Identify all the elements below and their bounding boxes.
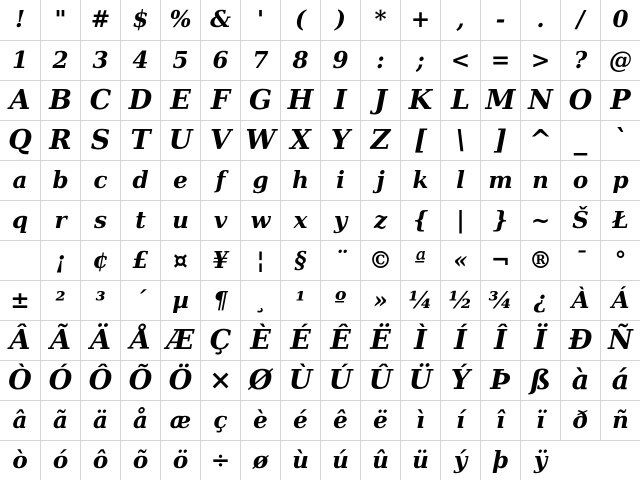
glyph-cell[interactable]: µ — [160, 280, 200, 320]
glyph-cell[interactable]: B — [40, 80, 80, 120]
glyph-cell[interactable]: ê — [320, 400, 360, 440]
glyph-cell[interactable]: £ — [120, 240, 160, 280]
glyph-cell[interactable]: R — [40, 120, 80, 160]
glyph-cell[interactable]: \ — [440, 120, 480, 160]
glyph-cell[interactable]: ¶ — [200, 280, 240, 320]
glyph-cell[interactable]: 0 — [600, 0, 640, 40]
glyph-cell[interactable]: ã — [40, 400, 80, 440]
glyph-cell[interactable]: ÷ — [200, 440, 240, 480]
glyph-cell[interactable]: ¥ — [200, 240, 240, 280]
glyph-cell[interactable]: 6 — [200, 40, 240, 80]
glyph-cell[interactable]: l — [440, 160, 480, 200]
glyph-cell[interactable]: P — [600, 80, 640, 120]
glyph-cell[interactable]: è — [240, 400, 280, 440]
glyph-cell[interactable]: X — [280, 120, 320, 160]
glyph-cell[interactable]: ~ — [520, 200, 560, 240]
glyph-cell[interactable]: À — [560, 280, 600, 320]
glyph-cell[interactable]: V — [200, 120, 240, 160]
glyph-cell[interactable]: o — [560, 160, 600, 200]
glyph-cell[interactable]: O — [560, 80, 600, 120]
glyph-cell[interactable]: v — [200, 200, 240, 240]
glyph-cell[interactable]: p — [600, 160, 640, 200]
glyph-cell[interactable]: ` — [600, 120, 640, 160]
glyph-cell[interactable]: ð — [560, 400, 600, 440]
glyph-cell[interactable]: ï — [520, 400, 560, 440]
glyph-cell[interactable]: 2 — [40, 40, 80, 80]
glyph-cell[interactable]: ) — [320, 0, 360, 40]
glyph-cell[interactable]: i — [320, 160, 360, 200]
glyph-cell[interactable]: ª — [400, 240, 440, 280]
glyph-cell[interactable]: » — [360, 280, 400, 320]
glyph-cell[interactable]: & — [200, 0, 240, 40]
glyph-cell[interactable]: ø — [240, 440, 280, 480]
glyph-cell[interactable]: ³ — [80, 280, 120, 320]
glyph-cell[interactable]: Ö — [160, 360, 200, 400]
glyph-cell[interactable]: ó — [40, 440, 80, 480]
glyph-cell[interactable]: ! — [14, 6, 26, 33]
glyph-cell[interactable]: ¹ — [280, 280, 320, 320]
glyph-cell[interactable]: Õ — [120, 360, 160, 400]
glyph-cell[interactable]: Ð — [560, 320, 600, 360]
glyph-cell[interactable]: w — [240, 200, 280, 240]
glyph-cell[interactable]: 7 — [240, 40, 280, 80]
glyph-cell[interactable]: < — [440, 40, 480, 80]
glyph-cell[interactable]: $ — [120, 0, 160, 40]
glyph-cell[interactable]: ] — [480, 120, 520, 160]
glyph-cell[interactable]: | — [440, 200, 480, 240]
glyph-cell[interactable]: Û — [360, 360, 400, 400]
glyph-cell[interactable]: ; — [400, 40, 440, 80]
glyph-cell[interactable]: g — [240, 160, 280, 200]
glyph-cell[interactable]: þ — [480, 440, 520, 480]
glyph-cell[interactable]: G — [240, 80, 280, 120]
glyph-cell[interactable]: â — [0, 400, 40, 440]
glyph-cell[interactable]: Â — [0, 320, 40, 360]
glyph-cell[interactable]: í — [440, 400, 480, 440]
glyph-cell[interactable]: Ï — [520, 320, 560, 360]
glyph-cell[interactable]: y — [320, 200, 360, 240]
glyph-cell[interactable] — [0, 240, 40, 280]
glyph-cell[interactable]: Ü — [400, 360, 440, 400]
glyph-cell[interactable]: ´ — [120, 280, 160, 320]
glyph-cell[interactable]: Æ — [160, 320, 200, 360]
glyph-cell[interactable]: . — [520, 0, 560, 40]
glyph-cell[interactable]: © — [360, 240, 400, 280]
glyph-cell[interactable]: f — [200, 160, 240, 200]
glyph-cell[interactable]: ¿ — [520, 280, 560, 320]
glyph-cell[interactable]: ¨ — [320, 240, 360, 280]
glyph-cell[interactable]: ( — [280, 0, 320, 40]
glyph-cell[interactable]: Ã — [40, 320, 80, 360]
glyph-cell[interactable]: 5 — [160, 40, 200, 80]
glyph-cell[interactable]: / — [560, 0, 600, 40]
empty-cell — [600, 440, 640, 480]
glyph-cell[interactable]: Q — [0, 120, 40, 160]
glyph-cell[interactable]: W — [240, 120, 280, 160]
glyph-cell[interactable]: U — [160, 120, 200, 160]
glyph-cell[interactable]: ñ — [600, 400, 640, 440]
glyph-cell[interactable]: ¸ — [240, 280, 280, 320]
glyph-cell[interactable]: E — [160, 80, 200, 120]
glyph-cell[interactable]: Ê — [320, 320, 360, 360]
glyph-cell[interactable]: : — [360, 40, 400, 80]
glyph-cell[interactable]: ç — [200, 400, 240, 440]
glyph-cell[interactable]: ¬ — [480, 240, 520, 280]
glyph-cell[interactable]: ± — [0, 280, 40, 320]
glyph-cell[interactable]: u — [160, 200, 200, 240]
glyph-cell[interactable]: ? — [560, 40, 600, 80]
glyph-cell[interactable]: ½ — [440, 280, 480, 320]
glyph-cell[interactable]: + — [400, 0, 440, 40]
glyph-cell[interactable]: D — [120, 80, 160, 120]
glyph-cell[interactable]: r — [40, 200, 80, 240]
glyph-cell[interactable]: C — [80, 80, 120, 120]
glyph-cell[interactable]: @ — [600, 40, 640, 80]
glyph-cell[interactable]: 4 — [120, 40, 160, 80]
glyph-cell[interactable]: ü — [400, 440, 440, 480]
glyph-cell[interactable]: # — [80, 0, 120, 40]
glyph-cell[interactable]: ¼ — [400, 280, 440, 320]
glyph-cell[interactable]: ¡ — [40, 240, 80, 280]
glyph-cell[interactable]: ¤ — [160, 240, 200, 280]
glyph-cell[interactable]: Ì — [400, 320, 440, 360]
glyph-cell[interactable]: I — [320, 80, 360, 120]
glyph-cell[interactable]: n — [520, 160, 560, 200]
glyph-cell[interactable]: " — [40, 0, 80, 40]
glyph-cell[interactable]: H — [280, 80, 320, 120]
glyph-cell[interactable]: á — [600, 360, 640, 400]
glyph-cell[interactable]: N — [520, 80, 560, 120]
glyph-cell[interactable]: Á — [600, 280, 640, 320]
glyph-cell[interactable]: ù — [280, 440, 320, 480]
glyph-cell[interactable]: q — [0, 200, 40, 240]
glyph-cell[interactable]: õ — [120, 440, 160, 480]
glyph-cell[interactable]: é — [280, 400, 320, 440]
glyph-cell[interactable]: î — [480, 400, 520, 440]
glyph-cell[interactable]: ¯ — [560, 240, 600, 280]
glyph-cell[interactable]: A — [0, 80, 40, 120]
glyph-cell[interactable]: m — [480, 160, 520, 200]
glyph-cell[interactable]: Ý — [440, 360, 480, 400]
glyph-cell[interactable]: { — [400, 200, 440, 240]
glyph-cell[interactable]: Þ — [480, 360, 520, 400]
glyph-cell[interactable]: _ — [560, 120, 600, 160]
glyph-cell[interactable]: Ł — [600, 200, 640, 240]
glyph-cell[interactable]: Ú — [320, 360, 360, 400]
glyph-cell[interactable]: à — [560, 360, 600, 400]
glyph-cell[interactable]: å — [120, 400, 160, 440]
glyph-cell[interactable]: c — [80, 160, 120, 200]
glyph-cell[interactable]: ^ — [520, 120, 560, 160]
glyph-cell[interactable]: h — [280, 160, 320, 200]
glyph-cell[interactable]: 1 — [0, 40, 40, 80]
glyph-cell[interactable]: 3 — [80, 40, 120, 80]
glyph-cell[interactable]: x — [280, 200, 320, 240]
glyph-cell[interactable]: Ò — [0, 360, 40, 400]
glyph-cell[interactable]: Ù — [280, 360, 320, 400]
glyph-cell[interactable]: É — [280, 320, 320, 360]
glyph-cell[interactable]: È — [240, 320, 280, 360]
glyph-cell[interactable]: e — [160, 160, 200, 200]
glyph-cell[interactable]: Î — [480, 320, 520, 360]
glyph-cell[interactable]: > — [520, 40, 560, 80]
glyph-cell[interactable]: ² — [40, 280, 80, 320]
glyph-cell[interactable]: Ø — [240, 360, 280, 400]
glyph-cell[interactable]: - — [480, 0, 520, 40]
glyph-cell[interactable]: Ô — [80, 360, 120, 400]
glyph-cell[interactable]: ò — [0, 440, 40, 480]
glyph-cell[interactable]: ì — [400, 400, 440, 440]
glyph-cell[interactable]: ú — [320, 440, 360, 480]
glyph-cell[interactable]: k — [400, 160, 440, 200]
glyph-cell[interactable]: ß — [520, 360, 560, 400]
glyph-cell[interactable]: L — [440, 80, 480, 120]
glyph-cell[interactable]: 9 — [320, 40, 360, 80]
glyph-cell[interactable]: s — [80, 200, 120, 240]
glyph-cell[interactable]: æ — [160, 400, 200, 440]
glyph-cell[interactable]: « — [440, 240, 480, 280]
glyph-cell[interactable]: Ñ — [600, 320, 640, 360]
glyph-cell[interactable]: M — [480, 80, 520, 120]
glyph-cell[interactable]: ä — [80, 400, 120, 440]
glyph-cell[interactable]: [ — [400, 120, 440, 160]
glyph-cell[interactable]: º — [320, 280, 360, 320]
glyph-cell[interactable]: j — [360, 160, 400, 200]
glyph-cell[interactable]: Í — [440, 320, 480, 360]
glyph-cell[interactable]: Z — [360, 120, 400, 160]
glyph-cell[interactable]: ® — [520, 240, 560, 280]
glyph-cell[interactable]: S — [80, 120, 120, 160]
glyph-cell[interactable]: ° — [600, 240, 640, 280]
glyph-cell[interactable]: } — [480, 200, 520, 240]
glyph-cell[interactable]: ô — [80, 440, 120, 480]
glyph-cell[interactable]: Ä — [80, 320, 120, 360]
glyph-cell[interactable]: Å — [120, 320, 160, 360]
glyph-cell[interactable]: = — [480, 40, 520, 80]
glyph-cell[interactable]: % — [160, 0, 200, 40]
glyph-cell[interactable]: Ç — [200, 320, 240, 360]
glyph-cell[interactable]: ' — [240, 0, 280, 40]
glyph-cell[interactable]: ë — [360, 400, 400, 440]
glyph-cell[interactable]: T — [120, 120, 160, 160]
glyph-cell[interactable]: ¢ — [80, 240, 120, 280]
glyph-cell[interactable]: ý — [440, 440, 480, 480]
glyph-cell[interactable]: ö — [160, 440, 200, 480]
glyph-cell[interactable]: , — [440, 0, 480, 40]
glyph-cell[interactable]: û — [360, 440, 400, 480]
glyph-cell[interactable]: Ó — [40, 360, 80, 400]
glyph-cell[interactable]: z — [360, 200, 400, 240]
glyph-cell[interactable]: × — [200, 360, 240, 400]
glyph-cell[interactable]: * — [360, 0, 400, 40]
glyph-cell[interactable]: Y — [320, 120, 360, 160]
glyph-cell[interactable]: ÿ — [520, 440, 560, 480]
glyph-cell[interactable]: t — [120, 200, 160, 240]
glyph-cell[interactable]: K — [400, 80, 440, 120]
glyph-cell[interactable]: ¾ — [480, 280, 520, 320]
glyph-cell[interactable]: b — [40, 160, 80, 200]
glyph-cell[interactable]: J — [360, 80, 400, 120]
empty-cell — [560, 440, 600, 480]
glyph-cell[interactable]: § — [280, 240, 320, 280]
glyph-cell[interactable]: d — [120, 160, 160, 200]
glyph-cell[interactable]: 8 — [280, 40, 320, 80]
glyph-cell[interactable]: F — [200, 80, 240, 120]
glyph-cell[interactable]: ¦ — [240, 240, 280, 280]
glyph-cell[interactable]: Š — [560, 200, 600, 240]
glyph-cell[interactable]: Ë — [360, 320, 400, 360]
glyph-cell[interactable]: a — [0, 160, 40, 200]
